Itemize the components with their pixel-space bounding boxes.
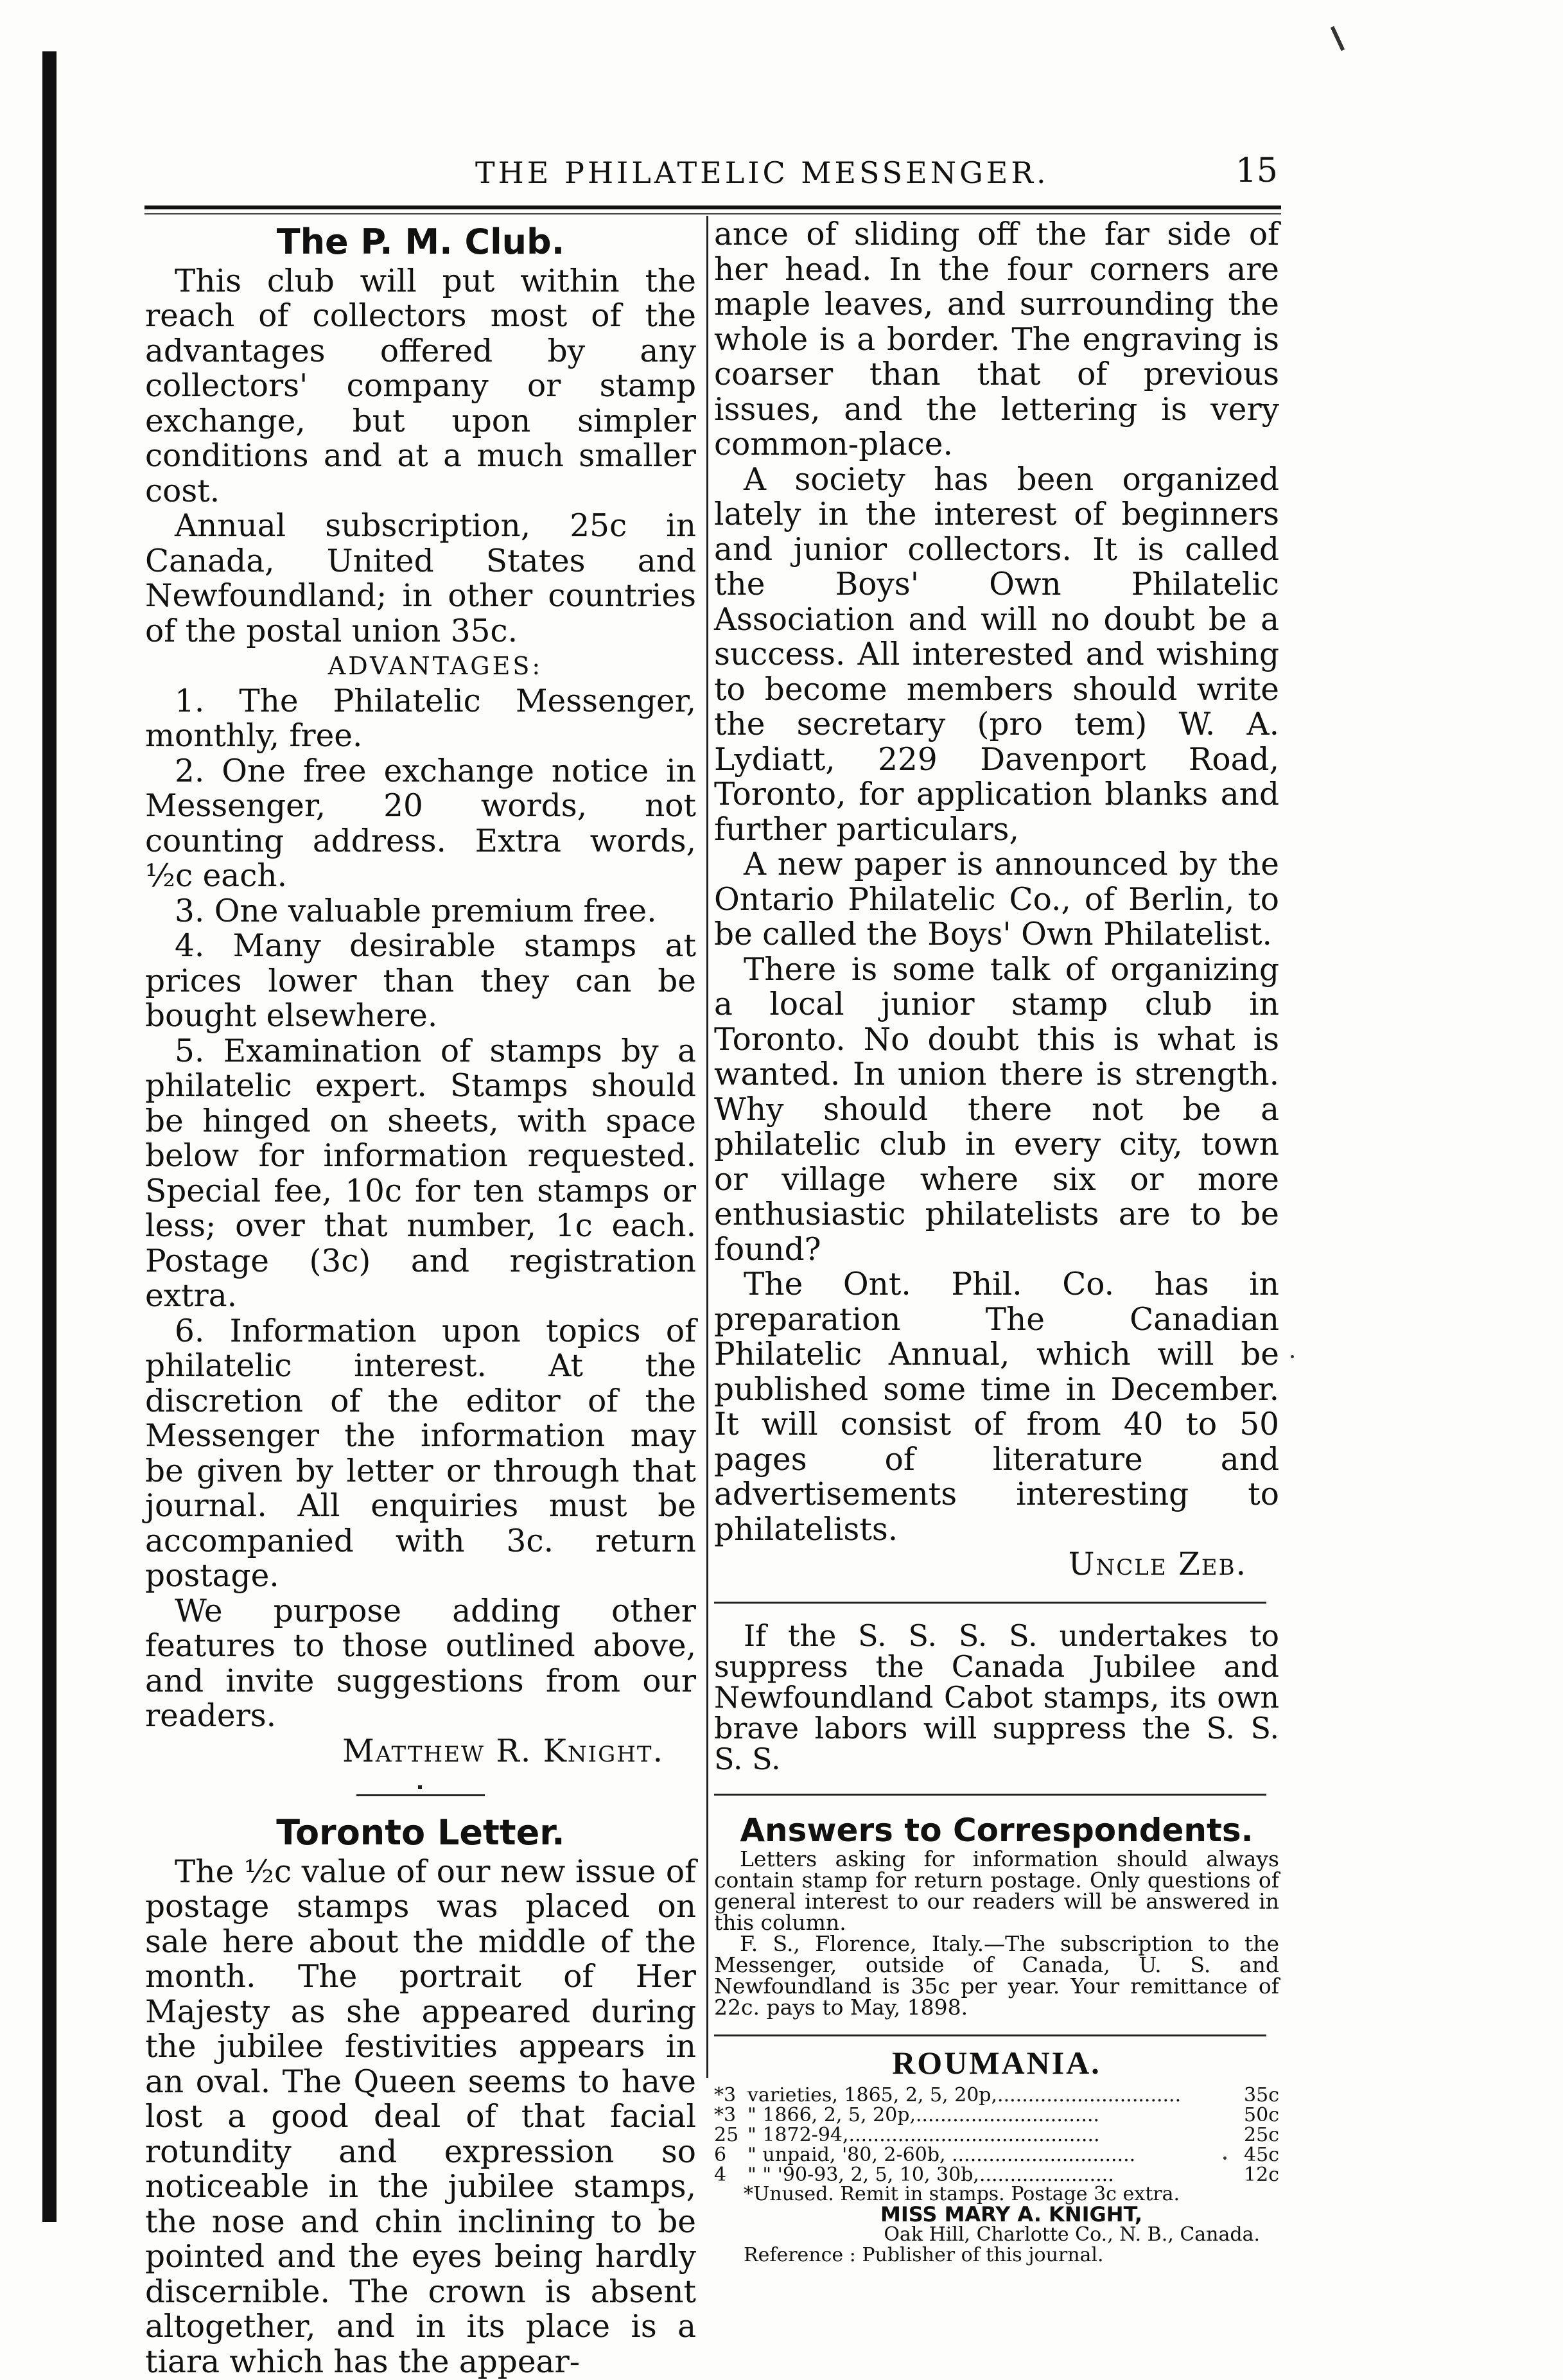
page-number: 15 bbox=[1235, 152, 1278, 190]
ad-title: ROUMANIA. bbox=[892, 2044, 1101, 2081]
society-paragraph: A society has been organized lately in the interest of beginners and junior collectors. It is called the Boys' Own Philatelic Association and will no doubt be a success. All interested and wishing to become members should write the secretary (pro tem) W. A. Lydiatt, 229 Davenport Road, Toronto, for application blanks and further particulars, bbox=[714, 461, 1279, 848]
advantages-heading: ADVANTAGES: bbox=[327, 652, 543, 680]
club-signature: Matthew R. Knight. bbox=[342, 1733, 664, 1769]
ad-quantity: *3 bbox=[714, 2084, 737, 2106]
ad-quantity: 4 bbox=[714, 2164, 727, 2186]
toronto-letter-continued: ance of sliding off the far side of her head. In the four corners are maple leaves, and surrounding the whole is a border. The engraving is coarser than that of previous issues, and the lettering is very common-place. bbox=[714, 216, 1279, 462]
ad-note: *Unused. Remit in stamps. Postage 3c extra. bbox=[744, 2183, 1180, 2205]
ad-row bbox=[714, 2105, 1279, 2125]
advantage-item: 4. Many desirable stamps at prices lower than they can be bought elsewhere. bbox=[145, 928, 696, 1034]
roumania-ad bbox=[714, 2045, 1279, 2266]
ad-quantity: 6 bbox=[714, 2144, 727, 2166]
right-column bbox=[714, 217, 1279, 2266]
ad-row bbox=[714, 2165, 1279, 2185]
ssss-note: If the S. S. S. S. undertakes to suppress the Canada Jubilee and Newfoundland Cabot stamps, its own brave labors will suppress the S. S. S. S. bbox=[714, 1618, 1279, 1776]
ad-price: 12c bbox=[1244, 2164, 1279, 2186]
answers-intro: Letters asking for information should always contain stamp for return postage. Only questions of general interest to our readers will be answered in this column. bbox=[714, 1846, 1279, 1935]
page-binding-bar bbox=[42, 51, 57, 2222]
club-talk-paragraph: There is some talk of organizing a local junior stamp club in Toronto. No doubt this is what is wanted. In union there is strength. Why should there not be a philatelic club in every city, town or village where six or more enthusiastic philatelists are to be found? bbox=[714, 951, 1279, 1268]
section-separator bbox=[356, 1794, 485, 1796]
header-rule bbox=[144, 206, 1281, 209]
annual-paragraph: The Ont. Phil. Co. has in preparation The Canadian Philatelic Annual, which will be published some time in December. It will consist of from 40 to 50 pages of literature and advertisements interesting to philatelists. bbox=[714, 1266, 1279, 1548]
ad-price: 50c bbox=[1244, 2104, 1279, 2126]
column-divider bbox=[706, 216, 708, 2078]
ad-description: " unpaid, '80, 2-60b, .............................. bbox=[747, 2145, 1136, 2165]
ad-price: 45c bbox=[1244, 2144, 1279, 2166]
ad-row bbox=[714, 2125, 1279, 2145]
ad-address: Oak Hill, Charlotte Co., N. B., Canada. bbox=[884, 2223, 1260, 2246]
new-paper-paragraph: A new paper is announced by the Ontario Philatelic Co., of Berlin, to be called the Boys' Own Philatelist. bbox=[714, 846, 1279, 952]
advantage-item: 5. Examination of stamps by a philatelic expert. Stamps should be hinged on sheets, with space below for information requested. Special fee, 10c for ten stamps or less; over that number, 1c each. Postage (3c) and registration extra. bbox=[145, 1033, 696, 1314]
ad-row bbox=[714, 2145, 1279, 2165]
section-separator bbox=[714, 2034, 1266, 2036]
club-intro: This club will put within the reach of collectors most of the advantages offered by any collectors' company or stamp exchange, but upon simpler conditions and at a much smaller cost. bbox=[145, 263, 696, 509]
running-title: THE PHILATELIC MESSENGER. bbox=[475, 155, 1049, 190]
advantage-item: 3. One valuable premium free. bbox=[175, 893, 657, 929]
answers-title: Answers to Correspondents. bbox=[740, 1811, 1253, 1849]
print-speck bbox=[1291, 1355, 1294, 1358]
ad-row bbox=[714, 2085, 1279, 2105]
ad-reference: Reference : Publisher of this journal. bbox=[744, 2244, 1104, 2266]
club-title: The P. M. Club. bbox=[276, 222, 565, 262]
section-separator bbox=[714, 1602, 1266, 1604]
ad-description: varieties, 1865, 2, 5, 20p,.............................. bbox=[747, 2085, 1182, 2105]
ad-price: 35c bbox=[1244, 2084, 1279, 2106]
ad-advertiser-name: MISS MARY A. KNIGHT, bbox=[880, 2202, 1142, 2227]
ad-description: " " '90-93, 2, 5, 10, 30b,...................... bbox=[747, 2165, 1114, 2185]
print-speck bbox=[1223, 2157, 1227, 2160]
toronto-letter-title: Toronto Letter. bbox=[276, 1812, 565, 1853]
header-rule-thin bbox=[144, 213, 1281, 214]
advantage-item: 1. The Philatelic Messenger, monthly, free. bbox=[145, 683, 696, 754]
toronto-signature: Uncle Zeb. bbox=[1068, 1546, 1247, 1582]
section-separator bbox=[714, 1794, 1266, 1796]
answers-reply: F. S., Florence, Italy.—The subscription to the Messenger, outside of Canada, U. S. and Newfoundland is 35c per year. Your remittance of 22c. pays to May, 1898. bbox=[714, 1930, 1279, 2020]
ad-description: " 1872-94,......................................... bbox=[747, 2125, 1100, 2145]
advantage-item: 6. Information upon topics of philatelic interest. At the discretion of the editor of the Messenger the information may be given by letter or through that journal. All enquiries must be accompanied with 3c. return postage. bbox=[145, 1313, 696, 1594]
ad-quantity: *3 bbox=[714, 2104, 737, 2126]
purpose-text: We purpose adding other features to those outlined above, and invite suggestions from our readers. bbox=[145, 1593, 696, 1734]
left-column bbox=[145, 217, 696, 2379]
advantage-item: 2. One free exchange notice in Messenger, 20 words, not counting address. Extra words, ½c each. bbox=[145, 753, 696, 894]
corner-mark bbox=[1331, 26, 1345, 51]
ad-quantity: 25 bbox=[714, 2124, 739, 2146]
subscription-text: Annual subscription, 25c in Canada, United States and Newfoundland; in other countries of the postal union 35c. bbox=[145, 508, 696, 649]
running-header bbox=[141, 149, 1278, 194]
ad-price: 25c bbox=[1244, 2124, 1279, 2146]
toronto-letter-body: The ½c value of our new issue of postage stamps was placed on sale here about the middle of the month. The portrait of Her Majesty as she appeared during the jubilee festivities appears in an oval. The Queen seems to have lost a good deal of that facial rotundity and expression so noticeable in the jubilee stamps, the nose and chin inclining to be pointed and the eyes being hardly discernible. The crown is absent altogether, and in its place is a tiara which has the appear- bbox=[145, 1853, 696, 2380]
ad-description: " 1866, 2, 5, 20p,.............................. bbox=[747, 2105, 1100, 2125]
